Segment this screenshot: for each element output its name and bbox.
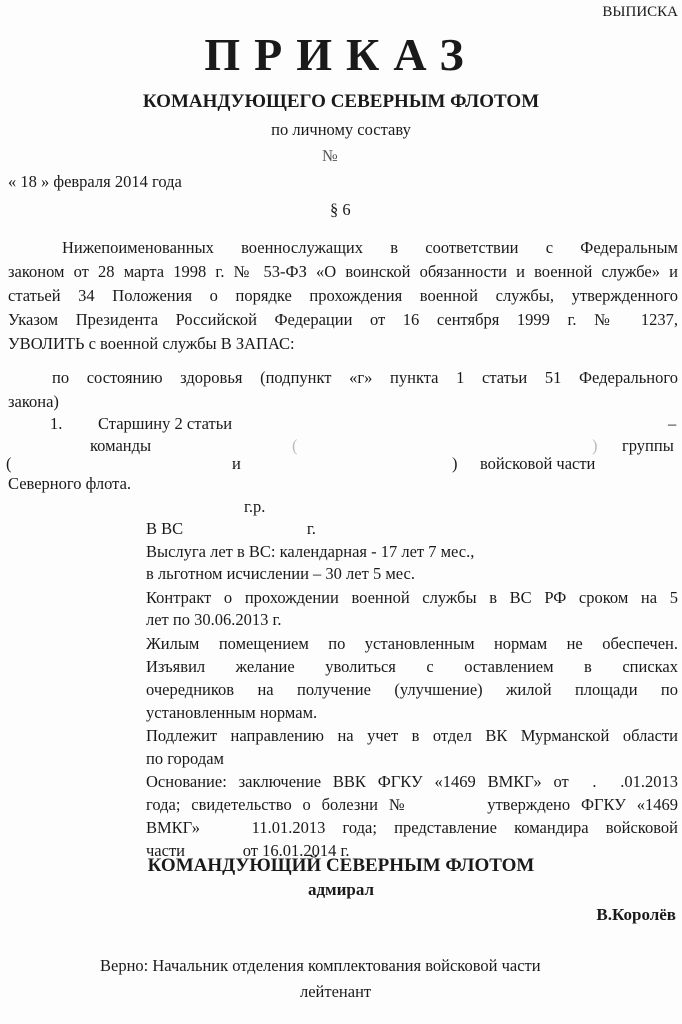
order-subject: по личному составу bbox=[271, 120, 411, 139]
detail-line: установленным нормам. bbox=[146, 703, 318, 722]
order-number: № bbox=[322, 146, 338, 165]
extract-label: ВЫПИСКА bbox=[602, 4, 678, 20]
detail-line: Подлежит направлению на учет в отдел ВК Мурманской области bbox=[146, 726, 678, 745]
item-text: ( bbox=[6, 454, 12, 473]
order-date: « 18 » февраля 2014 года bbox=[8, 172, 182, 191]
detail-line: В ВС г. bbox=[146, 519, 316, 538]
detail-line: Выслуга лет в ВС: календарная - 17 лет 7 мес., bbox=[146, 542, 475, 561]
item-text: и bbox=[232, 454, 241, 473]
certification-rank: лейтенант bbox=[300, 982, 372, 1001]
order-issuer: КОМАНДУЮЩЕГО СЕВЕРНЫМ ФЛОТОМ bbox=[142, 91, 540, 112]
item-text: группы bbox=[622, 436, 674, 455]
signer-name: В.Королёв bbox=[596, 905, 676, 924]
detail-line: по городам bbox=[146, 749, 224, 768]
item-text: ) bbox=[592, 436, 598, 455]
intro-line: Нижепоименованных военнослужащих в соответствии с Федеральным bbox=[62, 238, 678, 257]
intro-line: законом от 28 марта 1998 г. № 53-ФЗ «О воинской обязанности и военной службе» и bbox=[8, 262, 678, 281]
intro-line: статьей 34 Положения о порядке прохождения военной службы, утвержденного bbox=[8, 286, 678, 305]
signer-position: КОМАНДУЮЩИЙ СЕВЕРНЫМ ФЛОТОМ bbox=[147, 855, 535, 876]
item-number: 1. bbox=[50, 414, 63, 433]
detail-line: года; свидетельство о болезни № утверждено ФГКУ «1469 bbox=[146, 795, 678, 814]
reason-line: закона) bbox=[8, 392, 59, 411]
certification-line: Верно: Начальник отделения комплектования войсковой части bbox=[100, 956, 541, 975]
item-text: Старшину 2 статьи bbox=[98, 414, 233, 433]
intro-line: УВОЛИТЬ с военной службы В ЗАПАС: bbox=[8, 334, 295, 353]
item-text: войсковой части bbox=[480, 454, 596, 473]
order-title: ПРИКАЗ bbox=[204, 29, 478, 80]
detail-line: части от 16.01.2014 г. bbox=[146, 841, 350, 860]
item-text: Северного флота. bbox=[8, 474, 132, 493]
intro-line: Указом Президента Российской Федерации от 16 сентября 1999 г. № 1237, bbox=[8, 310, 678, 329]
item-text: ) bbox=[452, 454, 458, 473]
item-text: – bbox=[668, 414, 677, 433]
detail-line: очередников на получение (улучшение) жилой площади по bbox=[146, 680, 678, 699]
detail-line: г.р. bbox=[244, 497, 266, 516]
signer-rank: адмирал bbox=[307, 880, 375, 899]
detail-line: Жилым помещением по установленным нормам не обеспечен. bbox=[146, 634, 678, 653]
item-text: ( bbox=[292, 436, 298, 455]
reason-line: по состоянию здоровья (подпункт «г» пункта 1 статьи 51 Федерального bbox=[52, 368, 678, 387]
detail-line: в льготном исчислении – 30 лет 5 мес. bbox=[146, 564, 415, 583]
detail-line: Контракт о прохождении военной службы в ВС РФ сроком на 5 bbox=[146, 588, 678, 607]
detail-line: ВМКГ» 11.01.2013 года; представление командира войсковой bbox=[146, 818, 678, 837]
detail-line: лет по 30.06.2013 г. bbox=[146, 610, 282, 629]
section-number: § 6 bbox=[330, 200, 351, 219]
item-text: команды bbox=[90, 436, 152, 455]
detail-line: Изъявил желание уволиться с оставлением в списках bbox=[146, 657, 678, 676]
detail-line: Основание: заключение ВВК ФГКУ «1469 ВМКГ» от . .01.2013 bbox=[146, 772, 678, 791]
